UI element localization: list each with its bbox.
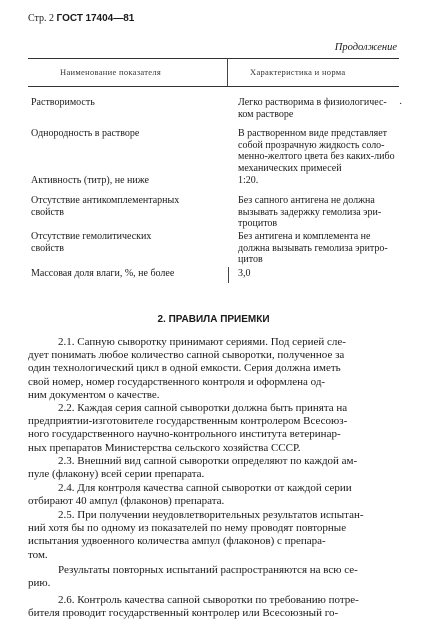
table-header-rule (28, 86, 399, 87)
paragraph: 2.2. Каждая серия сапной сыворотки должна быть принята на предприятии-изготовителе государственным контролером Всесоюз- ного государственного научно-контрольного института ветеринар- ных препаратов Министерства сельского хозяйства СССР. (28, 402, 348, 454)
column-header-value: Характеристика и норма (250, 67, 346, 77)
table-row-value: Без антигена и комплемента не должна вызывать гемолиза эритро- цитов (238, 231, 388, 265)
table-row-value: В растворенном виде представляет собой прозрачную жидкость соло- менно-желтого цвета без каких-либо механических примесей (238, 128, 395, 174)
table-row-value: Без сапного антигена не должна вызывать задержку гемолиза эри- троцитов (238, 195, 382, 229)
column-divider-tick (228, 267, 229, 283)
paragraph: 2.5. При получении неудовлетворительных результатов испытан- ний хотя бы по одному из показателей по нему проводят повторные испытания удвоенного количества ампул (флаконов) с препара- том. (28, 509, 364, 561)
column-divider (227, 58, 228, 86)
page-header (28, 13, 134, 24)
table-row-value: 1:20. (238, 175, 259, 186)
margin-mark: · (399, 99, 403, 110)
table-row-name: Однородность в растворе (31, 128, 140, 139)
paragraph: 2.4. Для контроля качества сапной сыворотки от каждой серии отбирают 40 ампул (флаконов) препарата. (28, 482, 352, 508)
paragraph: Результаты повторных испытаний распространяются на всю се- рию. (28, 564, 358, 590)
continuation-label: Продолжение (334, 42, 397, 53)
table-top-rule (28, 58, 399, 59)
table-row-name: Отсутствие антикомплементарных свойств (31, 195, 180, 218)
section-title: 2. ПРАВИЛА ПРИЕМКИ (157, 314, 270, 325)
paragraph: 2.1. Сапную сыворотку принимают сериями. Под серией сле- дует понимать любое количество сапной сыворотки, полученное за один технологический цикл в одной емкости. Серия должна иметь свой номер, номер государственного контроля и оформлена од- ним документом о качестве. (28, 336, 346, 401)
table-row-value: Легко растворима в физиологичес- ком растворе (238, 97, 387, 120)
table-row-name: Массовая доля влаги, %, не более (31, 268, 175, 279)
table-row-name: Активность (титр), не ниже (31, 175, 149, 186)
column-header-name: Наименование показателя (60, 67, 162, 77)
paragraph: 2.3. Внешний вид сапной сыворотки определяют по каждой ам- пуле (флакону) всей серии препарата. (28, 455, 358, 481)
gost-number: 17404—81 (85, 13, 135, 24)
gost-label: ГОСТ (56, 13, 83, 24)
page-label: Стр. 2 (28, 13, 55, 24)
table-row-name: Отсутствие гемолитических свойств (31, 231, 152, 254)
table-row-value: 3,0 (238, 268, 251, 279)
table-row-name: Растворимость (31, 97, 95, 108)
paragraph: 2.6. Контроль качества сапной сыворотки по требованию потре- бителя проводит государственный контролер или Всесоюзный го- (28, 594, 359, 620)
